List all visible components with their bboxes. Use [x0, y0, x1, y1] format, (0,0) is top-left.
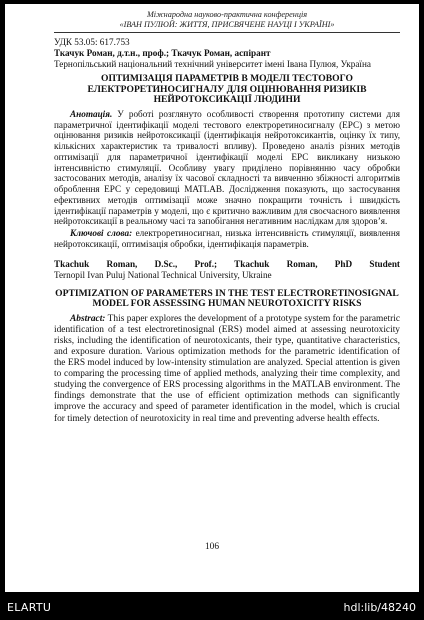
conference-line-2: «ІВАН ПУЛЮЙ: ЖИТТЯ, ПРИСВЯЧЕНЕ НАУЦІ І УКРАЇНІ» [119, 20, 335, 29]
title-ukrainian: ОПТИМІЗАЦІЯ ПАРАМЕТРІВ В МОДЕЛІ ТЕСТОВОГО ЕЛЕКТРОРЕТИНОСИГНАЛУ ДЛЯ ОЦІНЮВАННЯ РИЗИКІВ НЕЙРОТОКСИКАЦІЇ ЛЮДИНИ [87, 73, 367, 106]
conference-line-1: Міжнародна науково-практична конференція [146, 10, 308, 19]
header-divider [54, 32, 400, 33]
affiliation-ukrainian: Тернопільський національний технічний університет імені Івана Пулюя, Україна [54, 59, 371, 69]
abstract-label-english: Abstract: [70, 313, 106, 324]
authors-english: Tkachuk Roman, D.Sc., Prof.; Tkachuk Roman, PhD Student [54, 258, 400, 269]
document-page [5, 4, 419, 592]
abstract-ukrainian [54, 109, 400, 227]
repository-label: ELARTU [7, 601, 52, 614]
conference-header [54, 10, 400, 30]
page-number: 106 [204, 542, 220, 552]
authors-ukrainian: Ткачук Роман, д.т.н., проф.; Ткачук Роман, аспірант [54, 48, 271, 58]
keywords-text: електроретиносигнал, низька інтенсивність стимуляції, виявлення нейротоксикації, оптимізація обробки, ідентифікація параметрів. [54, 228, 400, 249]
abstract-text-ukrainian: У роботі розглянуто особливості створення прототипу системи для параметричної ідентифікації моделі тестового електроретиносигналу (ЕРС) з метою оцінювання ризиків нейротоксикації (ідентифікація нейротоксикантів, оцінку їх типу, кількісних характеристик та тривалості впливу). Проведено аналіз різних методів оптимізації для параметричної ідентифікації моделі ЕРС викликану низькою інтенсивністю стимуляції. Особливу увагу приділено порівнянню часу обробки застосованих методів, аналізу їх часової складності та вивченню збіжності алгоритмів оброблення ЕРС у середовищі MATLAB. Дослідження показують, що застосування ефективних методів оптимізації може значно покращити точність і швидкість ідентифікації параметрів у моделі, що є критично важливим для своєчасного виявлення нейротоксикації в реальному часі та запобігання негативним наслідкам для здоров’я. [54, 108, 400, 227]
abstract-text-english: This paper explores the development of a prototype system for the parametric identification of a test electroretinosignal (ERS) model aimed at assessing neurotoxicity risks, including the identification of neurotoxicants, their type, quantitative characteristics, and exposure duration. Various optimization methods for the parametric identification of the ERS model induced by low-intensity stimulation are analyzed. Special attention is given to comparing the processing time of applied methods, analyzing their time complexity, and studying the convergence of ERS processing algorithms in the MATLAB environment. The findings demonstrate that the use of efficient optimization methods can significantly improve the accuracy and speed of parameter identification in the model, which is crucial for timely detection of neurotoxicity in real time and preventing adverse health effects. [54, 313, 400, 424]
title-english: OPTIMIZATION OF PARAMETERS IN THE TEST ELECTRORETINOSIGNAL MODEL FOR ASSESSING HUMAN NEUROTOXICITY RISKS [55, 287, 399, 310]
handle-id: hdl:lib/48240 [343, 601, 416, 614]
abstract-label-ukrainian: Анотація. [70, 108, 113, 119]
keywords-label: Ключові слова: [70, 228, 133, 239]
abstract-english [54, 314, 400, 425]
udc-code: УДК 53.05: 617.753 [54, 37, 130, 47]
keywords-ukrainian [54, 228, 400, 250]
affiliation-english: Ternopil Ivan Puluj National Technical University, Ukraine [54, 269, 272, 280]
